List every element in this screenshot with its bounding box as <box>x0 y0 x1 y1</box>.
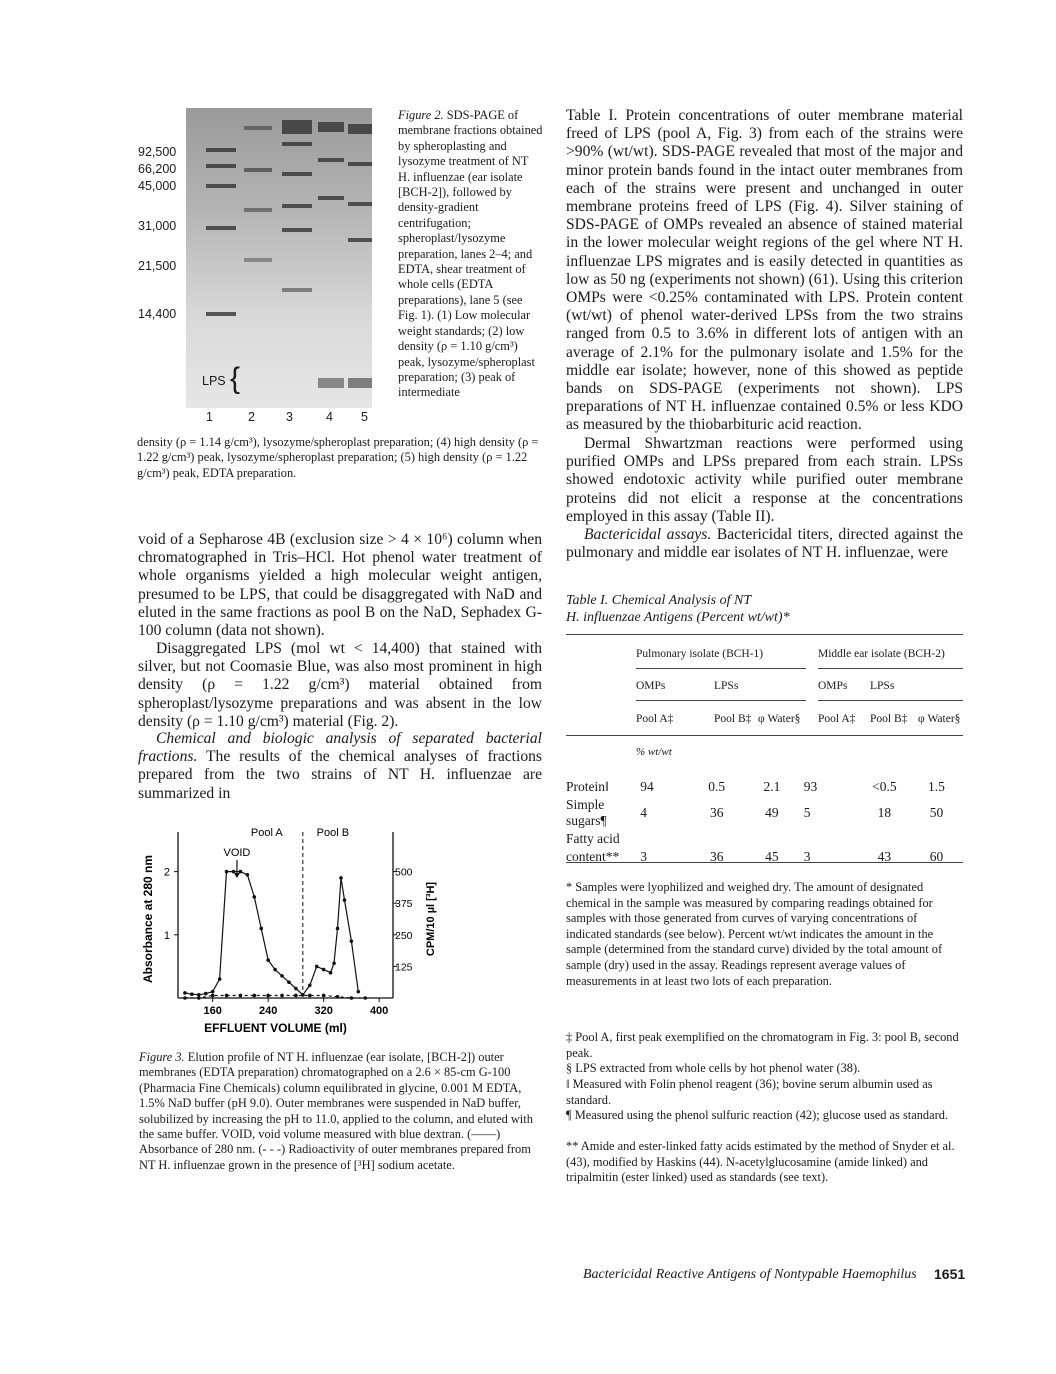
gel-lane-2 <box>244 108 274 408</box>
table1-col: Pool B‡ <box>870 713 908 725</box>
y-axis-label: Absorbance at 280 nm <box>141 854 155 984</box>
absorbance-point <box>218 977 222 981</box>
table-cell: 60 <box>929 849 944 864</box>
figure3-chart <box>138 818 448 1043</box>
x-tick-label: 240 <box>258 1005 278 1017</box>
rule <box>566 735 963 736</box>
table1-bottom-rule <box>566 862 963 863</box>
table1-col: φ Water§ <box>918 713 961 725</box>
absorbance-point <box>211 990 215 994</box>
figure2-caption-side <box>398 108 543 401</box>
radioactivity-point <box>363 996 367 1000</box>
table1-sub-lpss: LPSs <box>714 680 739 692</box>
absorbance-point <box>301 993 305 997</box>
absorbance-point <box>273 968 277 972</box>
y-tick-label: 2 <box>163 866 170 879</box>
y2-tick-label: 125 <box>395 961 413 974</box>
footnote: § LPS extracted from whole cells by hot phenol water (38). <box>566 1061 861 1075</box>
absorbance-point <box>239 870 243 874</box>
mw-label: 92,500 <box>138 145 177 159</box>
table-cell: 4 <box>640 805 648 820</box>
table1-unit: % wt/wt <box>636 746 672 758</box>
absorbance-point <box>252 895 256 899</box>
table-cell <box>640 830 693 848</box>
table-cell: 1.5 <box>928 779 945 794</box>
table1-sub-lpss: LPSs <box>870 680 895 692</box>
mw-label: 45,000 <box>138 179 177 193</box>
left-paragraph-3-text: The results of the chemical analyses of fractions prepared from the two strains of NT H. influenzae are summarized in <box>138 748 543 802</box>
y2-tick-label: 375 <box>395 898 413 911</box>
table-row-label: Protein‖ <box>566 779 609 794</box>
footnote: ‡ Pool A, first peak exemplified on the chromatogram in Fig. 3: pool B, second peak. <box>566 1030 959 1060</box>
gel-lane-3 <box>282 108 312 408</box>
right-paragraph-3-text: Bactericidal titers, directed against the pulmonary and middle ear isolates of NT H. influenzae, were <box>566 526 963 562</box>
rule <box>818 668 963 669</box>
absorbance-point <box>339 876 343 880</box>
table-cell: 43 <box>877 849 892 864</box>
footnote: * Samples were lyophilized and weighed dry. The amount of designated chemical in the sample was measured by comparing readings obtained for samples with those generated from curves of varying concentrations of indicated standards (see below). Percent wt/wt indicates the amount in the sample (determined from the standard curve) divided by the total amount of sample (dry) used in the assay. Readings represent average values of measurements in at least two lots of each preparation. <box>566 880 943 988</box>
x-tick-label: 160 <box>203 1005 222 1017</box>
y-tick-label: 1 <box>163 929 170 942</box>
absorbance-point <box>246 873 250 877</box>
absorbance-series-line <box>185 872 358 995</box>
absorbance-point <box>225 870 229 874</box>
absorbance-point <box>190 992 194 996</box>
absorbance-point <box>280 974 284 978</box>
absorbance-point <box>259 927 263 931</box>
table-cell: 3 <box>640 849 648 864</box>
table-row <box>566 830 963 848</box>
absorbance-point <box>232 870 236 874</box>
table-cell: 5 <box>803 805 811 820</box>
lane-label: 2 <box>248 410 255 424</box>
table-cell <box>910 830 963 848</box>
left-paragraph-1: void of a Sepharose 4B (exclusion size > 4 × 10⁶) column when chromatographed in Tris–HCl. Hot phenol water treatment of whole organisms yielded a high molecular weight antigen, presumed to be LPS, that could be disaggregated with NaD and eluted in the same fractions as pool B on the NaD, Sephadex G-100 column (data not shown). <box>138 531 542 640</box>
radioactivity-point <box>225 994 229 998</box>
mw-label: 21,500 <box>138 259 177 273</box>
mw-label: 66,200 <box>138 162 177 176</box>
table-row-label: Fatty acid <box>566 831 620 846</box>
table1-sub-omps: OMPs <box>636 680 666 692</box>
table-cell: 94 <box>640 779 654 794</box>
x-tick-label: 400 <box>369 1005 389 1017</box>
right-paragraph-3 <box>566 526 963 562</box>
table-cell: 36 <box>709 805 724 820</box>
absorbance-point <box>183 991 187 995</box>
table-cell: 2.1 <box>763 779 781 794</box>
absorbance-point <box>336 927 340 931</box>
figure2-caption-bottom: density (ρ = 1.14 g/cm³), lysozyme/spheroplast preparation; (4) high density (ρ = 1.22 g/cm³) peak, lysozyme/spheroplast preparation; (5) high density (ρ = 1.22 g/cm³) peak, EDTA preparation. <box>137 435 539 480</box>
absorbance-point <box>329 971 333 975</box>
left-paragraph-3-heading: Chemical and biologic analysis of separated bacterial fractions. <box>138 730 542 766</box>
radioactivity-point <box>183 996 187 1000</box>
table-cell: 50 <box>929 805 944 820</box>
radioactivity-point <box>336 995 340 999</box>
table1-sub-omps: OMPs <box>818 680 848 692</box>
x-axis-label: EFFLUENT VOLUME (ml) <box>204 1021 347 1035</box>
radioactivity-point <box>211 994 215 998</box>
left-paragraph-2: Disaggregated LPS (mol wt < 14,400) that stained with silver, but not Coomasie Blue, was also most prominent in high density (ρ = 1.22 g/cm³) material obtained from spheroplast/lysozyme preparations and was absent in the low density (ρ = 1.10 g/cm³) material (Fig. 2). <box>138 640 542 730</box>
lane-label: 3 <box>286 410 293 424</box>
radioactivity-point <box>280 994 284 998</box>
figure3-caption <box>139 1050 541 1173</box>
radioactivity-point <box>252 994 256 998</box>
running-footer: Bactericidal Reactive Antigens of Nontypable Haemophilus <box>583 1267 917 1282</box>
footnote: ‖ Measured with Folin phenol reagent (36); bovine serum albumin used as standard. <box>566 1077 933 1107</box>
footnote: ¶ Measured using the phenol sulfuric reaction (42); glucose used as standard. <box>566 1108 949 1122</box>
right-paragraph-2: Dermal Shwartzman reactions were performed using purified OMPs and LPSs prepared from each strain. LPSs showed endotoxic activity while purified outer membrane proteins did not elicit a response at the concentrations employed in this assay (Table II). <box>566 435 963 525</box>
figure3-caption-text: Elution profile of NT H. influenzae (ear isolate, [BCH-2]) outer membranes (EDTA preparation) chromatographed on a 2.6 × 85-cm G-100 (Pharmacia Fine Chemicals) column equilibrated in glycine, 0.001 M EDTA, 1.5% NaD buffer (pH 9.0). Outer membranes were suspended in NaD buffer, solubilized by increasing the pH to 11.0, applied to the column, and eluted with the same buffer. VOID, void volume measured with blue dextran. (——) Absorbance of 280 nm. (- - -) Radioactivity of outer membranes prepared from NT H. influenzae grown in the presence of [³H] sodium acetate. <box>139 1050 533 1172</box>
table-row <box>566 778 963 796</box>
right-paragraph-1: Table I. Protein concentrations of outer membrane material freed of LPS (pool A, Fig. 3) from each of the strains were >90% (wt/wt). SDS-PAGE revealed that most of the major and minor protein bands found in the intact outer membranes from each of the strains were present and unchanged in outer membrane proteins freed of LPS (Fig. 4). Silver staining of SDS-PAGE of OMPs revealed an absence of stained material in the lower molecular weight regions of the gel where NT H. influenzae LPS migrates and is easily detected in quantities as low as 50 ng (experiments not shown) (61). Using this criterion OMPs were <0.25% contaminated with LPS. Protein content (wt/wt) of phenol water-derived LPSs from the two strains ranged from 0.5 to 3.6% in different lots of antigen with an average of 2.1% for the pulmonary isolate and 1.5% for the middle ear isolate; however, none of this showed as peptide bands on SDS-PAGE (experiments not shown). LPS preparations of NT H. influenzae contained 0.5% or less KDO as measured by the thiobarbituric acid reaction. <box>566 107 963 434</box>
figure2-caption-text: SDS-PAGE of membrane fractions obtained by spheroplasting and lysozyme treatment of NT H. influenzae (ear isolate [BCH-2]), followed by density-gradient centrifugation; spheroplast/lysozyme preparation, lanes 2–4; and EDTA, shear treatment of whole cells (EDTA preparations), lane 5 (see Fig. 1). (1) Low molecular weight standards; (2) low density (ρ = 1.10 g/cm³) peak, lysozyme/spheroplast preparation; (3) peak of intermediate <box>398 108 543 400</box>
table-cell <box>693 830 740 848</box>
y2-tick-label: 250 <box>395 929 413 942</box>
table-cell <box>804 830 859 848</box>
absorbance-point <box>287 980 291 984</box>
absorbance-point <box>197 993 201 997</box>
page-number: 1651 <box>934 1266 966 1282</box>
mw-label: 31,000 <box>138 219 177 233</box>
radioactivity-point <box>239 994 243 998</box>
gel-image <box>186 108 372 408</box>
mw-label: 14,400 <box>138 307 177 321</box>
void-arrowhead <box>234 873 240 878</box>
table-cell: 3 <box>803 849 811 864</box>
table1-group2: Middle ear isolate (BCH-2) <box>818 648 945 660</box>
absorbance-point <box>343 898 347 902</box>
absorbance-point <box>204 992 208 996</box>
radioactivity-point <box>197 996 201 1000</box>
absorbance-point <box>350 939 354 943</box>
radioactivity-point <box>266 994 270 998</box>
y2-axis-label: CPM/10 µl [³H] <box>425 881 437 957</box>
void-label: VOID <box>223 847 251 859</box>
gel-lane-4 <box>318 108 348 408</box>
table1-caption-line2: H. influenzae Antigens (Percent wt/wt)* <box>566 610 790 625</box>
lps-brace: { <box>230 362 241 395</box>
table-row <box>566 796 963 830</box>
pool-a-label: Pool A <box>250 827 283 839</box>
radioactivity-point <box>294 994 298 998</box>
table-cell: 18 <box>877 805 892 820</box>
radioactivity-point <box>350 996 354 1000</box>
absorbance-point <box>294 987 298 991</box>
radioactivity-point <box>308 994 312 998</box>
lane-label: 1 <box>206 410 213 424</box>
table-row-label: content** <box>566 849 620 864</box>
table1-col: Pool A‡ <box>818 713 856 725</box>
absorbance-point <box>322 968 326 972</box>
table-cell: 36 <box>709 849 724 864</box>
table-cell: 0.5 <box>708 779 726 794</box>
figure3-caption-label: Figure 3. <box>139 1050 185 1064</box>
x-tick-label: 320 <box>314 1005 333 1017</box>
absorbance-point <box>315 965 319 969</box>
footnote: ** Amide and ester-linked fatty acids estimated by the method of Snyder et al. (43), modified by Haskins (44). N-acetylglucosamine (amide linked) and tripalmitin (ester linked) used as standards (see text). <box>566 1139 955 1185</box>
lane-label: 5 <box>361 410 368 424</box>
table-cell: 49 <box>765 805 779 820</box>
rule <box>636 668 806 669</box>
table-cell <box>740 830 804 848</box>
table-row <box>566 848 963 866</box>
lps-label: LPS <box>202 374 226 388</box>
table1-col: Pool B‡ <box>714 713 752 725</box>
table-row-label: Simple sugars¶ <box>566 797 607 828</box>
rule <box>636 700 806 701</box>
table-cell: 93 <box>803 779 818 794</box>
table-cell: 45 <box>765 849 779 864</box>
absorbance-point <box>308 984 312 988</box>
chart-layer <box>141 827 437 1035</box>
right-paragraph-3-heading: Bactericidal assays. <box>584 526 712 543</box>
absorbance-point <box>266 958 270 962</box>
lane-label: 4 <box>326 410 333 424</box>
table1-top-rule <box>566 634 963 635</box>
table-cell: <0.5 <box>872 779 897 794</box>
pool-b-label: Pool B <box>316 827 350 839</box>
absorbance-point <box>332 961 336 965</box>
figure2-caption-label: Figure 2. <box>398 108 444 122</box>
table1-group1: Pulmonary isolate (BCH-1) <box>636 648 764 660</box>
table1-col: φ Water§ <box>758 713 801 725</box>
table1-body <box>566 778 963 866</box>
table1-caption <box>566 592 790 626</box>
radioactivity-point <box>322 994 326 998</box>
y2-tick-label: 500 <box>395 866 413 879</box>
rule <box>818 700 963 701</box>
absorbance-point <box>357 990 361 994</box>
gel-lane-5 <box>348 108 372 408</box>
table1-col: Pool A‡ <box>636 713 674 725</box>
left-paragraph-3 <box>138 730 542 803</box>
table1-caption-line1: Table I. Chemical Analysis of NT <box>566 593 752 608</box>
table-cell <box>859 830 910 848</box>
